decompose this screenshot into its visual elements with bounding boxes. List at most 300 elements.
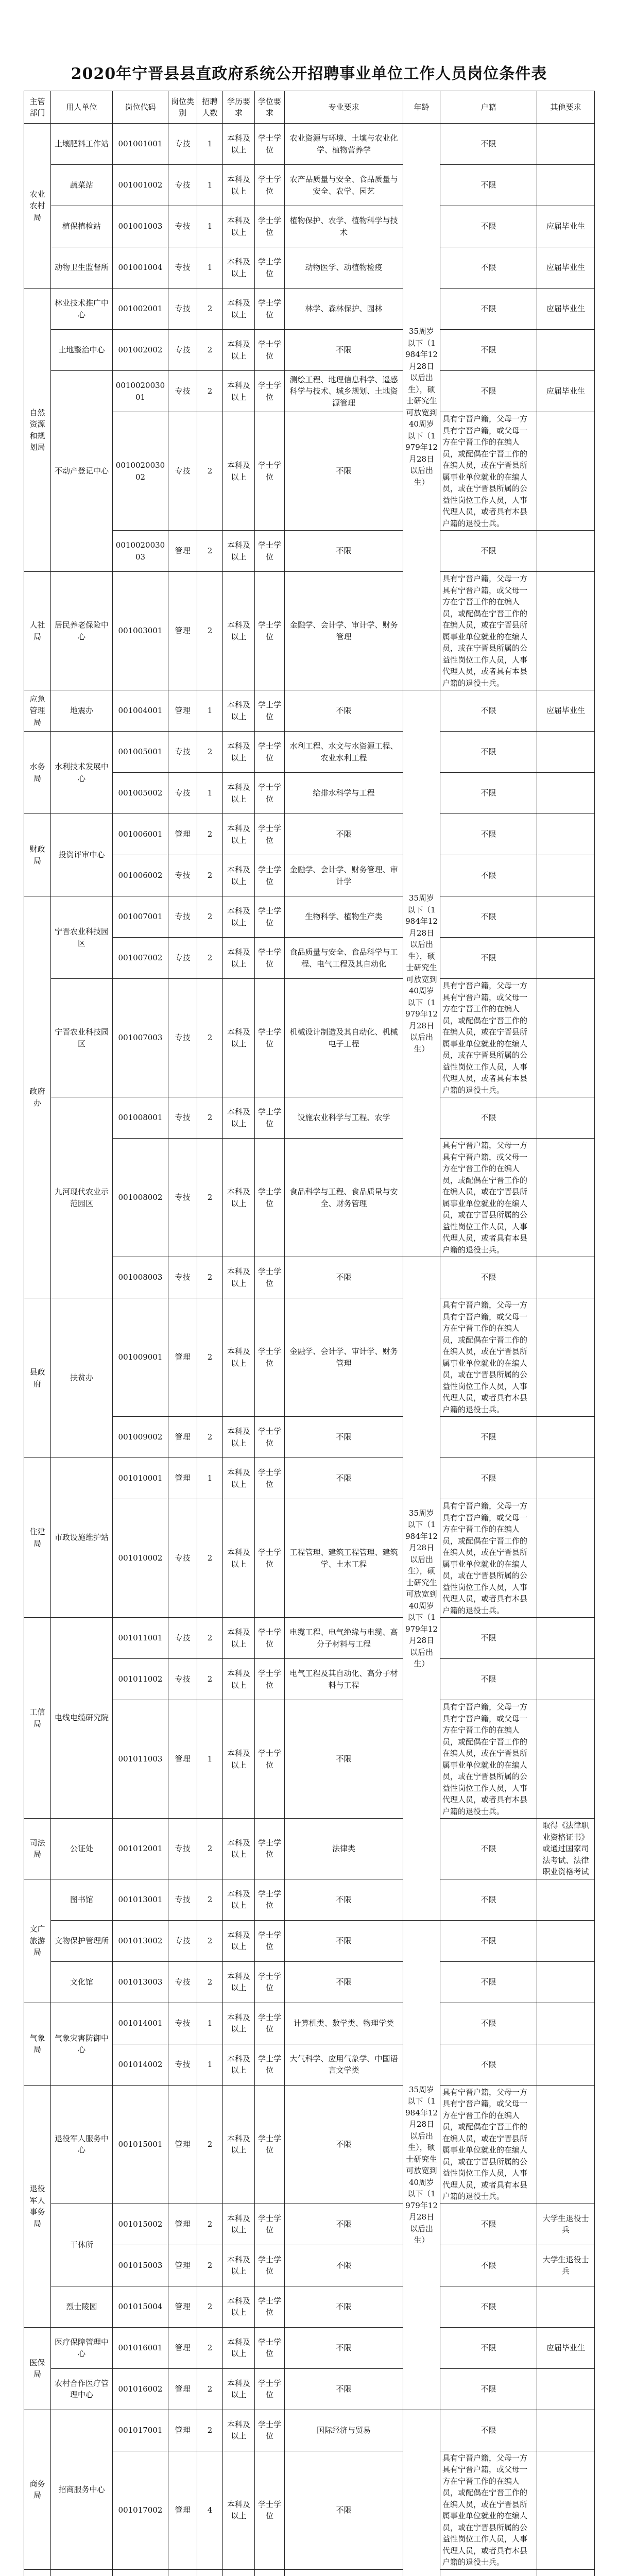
hukou-cell: 不限 xyxy=(440,371,537,412)
major-cell: 给排水科学与工程 xyxy=(285,773,403,814)
table-row xyxy=(24,1920,595,1961)
unit-cell: 市政设施维护站 xyxy=(51,1458,113,1618)
type-cell: 专技 xyxy=(168,896,197,938)
other-cell: 取得《法律职业资格证书》或通过国家司法考试、法律职业资格考试 xyxy=(537,1819,595,1879)
unit-cell: 扶贫办 xyxy=(51,1298,113,1458)
type-cell: 管理 xyxy=(168,2245,197,2286)
hukou-cell: 不限 xyxy=(440,855,537,896)
hukou-cell: 具有宁晋户籍，父母一方具有宁晋户籍，或父母一方在宁晋工作的在编人员，或配偶在宁晋工作的在编人员，或在宁晋县所属事业单位就业的在编人员，或在宁晋县所属的公益性岗位工作人员，人事代理人员，或者具有本县户籍的退役士兵。 xyxy=(440,572,537,690)
dept-cell: 商务局 xyxy=(24,2410,51,2569)
hukou-cell: 不限 xyxy=(440,2410,537,2451)
degree-cell: 学士学位 xyxy=(255,732,285,773)
edu-cell: 本科及以上 xyxy=(223,1257,255,1298)
dept-cell: 司法局 xyxy=(24,1819,51,1879)
hukou-cell: 不限 xyxy=(440,2003,537,2044)
unit-cell: 宁晋农业科技园区 xyxy=(51,979,113,1097)
other-cell xyxy=(537,1879,595,1920)
major-cell: 不限 xyxy=(285,1961,403,2003)
other-cell xyxy=(537,1920,595,1961)
table-row xyxy=(24,2003,595,2044)
edu-cell: 本科及以上 xyxy=(223,124,255,165)
hukou-cell: 具有宁晋户籍，父母一方具有宁晋户籍，或父母一方在宁晋工作的在编人员，或配偶在宁晋工作的在编人员，或在宁晋县所属事业单位就业的在编人员，或在宁晋县所属的公益性岗位工作人员，人事代理人员，或者具有本县户籍的退役士兵。 xyxy=(440,1499,537,1618)
count-cell: 2 xyxy=(197,2245,223,2286)
code-cell: 001002003003 xyxy=(113,531,168,572)
code-cell: 001011002 xyxy=(113,1659,168,1700)
other-cell xyxy=(537,1417,595,1458)
major-cell: 金融学、会计学、财务管理、审计学 xyxy=(285,855,403,896)
edu-cell: 本科及以上 xyxy=(223,1659,255,1700)
code-cell: 001007002 xyxy=(113,938,168,979)
unit-cell: 公证处 xyxy=(51,1819,113,1879)
edu-cell: 本科及以上 xyxy=(223,412,255,531)
major-cell: 电缆工程、电气绝缘与电缆、高分子材料与工程 xyxy=(285,1618,403,1659)
type-cell: 专技 xyxy=(168,1879,197,1920)
edu-cell: 本科及以上 xyxy=(223,1819,255,1879)
degree-cell: 学士学位 xyxy=(255,2245,285,2286)
major-cell: 不限 xyxy=(285,1257,403,1298)
major-cell: 农业资源与环境、土壤与农业化学、植物营养学 xyxy=(285,124,403,165)
table-row xyxy=(24,1298,595,1417)
unit-cell: 林业技术推广中心 xyxy=(51,289,113,330)
code-cell: 001008003 xyxy=(113,1257,168,1298)
code-cell: 001009001 xyxy=(113,1298,168,1417)
dept-cell: 水务局 xyxy=(24,732,51,814)
code-cell: 001005001 xyxy=(113,732,168,773)
count-cell: 2 xyxy=(197,2204,223,2245)
hukou-cell: 不限 xyxy=(440,165,537,206)
edu-cell: 本科及以上 xyxy=(223,1097,255,1139)
degree-cell: 学士学位 xyxy=(255,896,285,938)
degree-cell: 学士学位 xyxy=(255,1819,285,1879)
major-cell: 金融学、会计学、审计学、财务管理 xyxy=(285,1298,403,1417)
hukou-cell: 不限 xyxy=(440,1961,537,2003)
edu-cell: 本科及以上 xyxy=(223,2003,255,2044)
table-row xyxy=(24,124,595,165)
other-cell xyxy=(537,165,595,206)
degree-cell: 学士学位 xyxy=(255,289,285,330)
edu-cell: 本科及以上 xyxy=(223,2368,255,2410)
table-row xyxy=(24,165,595,206)
code-cell: 001014002 xyxy=(113,2044,168,2085)
edu-cell: 本科及以上 xyxy=(223,289,255,330)
major-cell: 法律类 xyxy=(285,1819,403,1879)
code-cell: 001016001 xyxy=(113,2327,168,2368)
page-title: 2020年宁晋县县直政府系统公开招聘事业单位工作人员岗位条件表 xyxy=(71,65,547,83)
other-cell xyxy=(537,1458,595,1499)
hukou-cell: 不限 xyxy=(440,1417,537,1458)
other-cell: 大学生退役士兵 xyxy=(537,2245,595,2286)
edu-cell: 本科及以上 xyxy=(223,2410,255,2451)
degree-cell: 学士学位 xyxy=(255,1499,285,1618)
header-cell: 专业要求 xyxy=(285,91,403,124)
type-cell: 专技 xyxy=(168,1139,197,1257)
hukou-cell: 具有宁晋户籍，父母一方具有宁晋户籍，或父母一方在宁晋工作的在编人员，或配偶在宁晋工作的在编人员，或在宁晋县所属事业单位就业的在编人员，或在宁晋县所属的公益性岗位工作人员，人事代理人员，或者具有本县户籍的退役士兵。 xyxy=(440,1700,537,1819)
count-cell: 2 xyxy=(197,1618,223,1659)
table-row xyxy=(24,2410,595,2451)
table-row xyxy=(24,814,595,855)
code-cell: 001004001 xyxy=(113,690,168,732)
other-cell xyxy=(537,938,595,979)
dept-cell: 人社局 xyxy=(24,572,51,690)
major-cell: 设施农业科学与工程、农学 xyxy=(285,1097,403,1139)
table-row xyxy=(24,206,595,247)
other-cell xyxy=(537,412,595,531)
hukou-cell: 不限 xyxy=(440,1097,537,1139)
edu-cell: 本科及以上 xyxy=(223,1618,255,1659)
other-cell xyxy=(537,1618,595,1659)
edu-cell: 本科及以上 xyxy=(223,2085,255,2204)
degree-cell: 学士学位 xyxy=(255,2368,285,2410)
code-cell: 001008001 xyxy=(113,1097,168,1139)
other-cell xyxy=(537,2044,595,2085)
degree-cell: 学士学位 xyxy=(255,206,285,247)
count-cell: 2 xyxy=(197,732,223,773)
age-cell: 35周岁以下（1984年12月28日以后出生），硕士研究生可放宽到40周岁以下（1979年12月28日以后出生） xyxy=(403,1920,440,2410)
type-cell xyxy=(168,2569,197,2576)
code-cell: 001015002 xyxy=(113,2204,168,2245)
major-cell xyxy=(285,2569,403,2576)
count-cell: 1 xyxy=(197,690,223,732)
other-cell: 应届毕业生 xyxy=(537,2327,595,2368)
hukou-cell: 具有宁晋户籍，父母一方具有宁晋户籍，或父母一方在宁晋工作的在编人员，或配偶在宁晋工作的在编人员，或在宁晋县所属事业单位就业的在编人员，或在宁晋县所属的公益性岗位工作人员，人事代理人员，或者具有本县户籍的退役士兵。 xyxy=(440,1298,537,1417)
major-cell: 不限 xyxy=(285,1920,403,1961)
edu-cell: 本科及以上 xyxy=(223,371,255,412)
major-cell: 生物科学、植物生产类 xyxy=(285,896,403,938)
unit-cell: 土壤肥料工作站 xyxy=(51,124,113,165)
count-cell: 2 xyxy=(197,330,223,371)
edu-cell: 本科及以上 xyxy=(223,1920,255,1961)
count-cell: 2 xyxy=(197,1879,223,1920)
table-row xyxy=(24,1097,595,1139)
dept-cell: 农业农村局 xyxy=(24,124,51,289)
count-cell: 2 xyxy=(197,572,223,690)
table-row xyxy=(24,2569,595,2576)
unit-cell: 植保植检站 xyxy=(51,206,113,247)
count-cell: 2 xyxy=(197,531,223,572)
other-cell: 应届毕业生 xyxy=(537,289,595,330)
unit-cell: 土地整治中心 xyxy=(51,330,113,371)
header-row xyxy=(24,91,595,124)
table-row xyxy=(24,2204,595,2245)
type-cell: 专技 xyxy=(168,1659,197,1700)
hukou-cell: 不限 xyxy=(440,2245,537,2286)
count-cell: 1 xyxy=(197,1700,223,1819)
other-cell xyxy=(537,2569,595,2576)
major-cell: 水利工程、水文与水资源工程、农业水利工程 xyxy=(285,732,403,773)
degree-cell: 学士学位 xyxy=(255,2410,285,2451)
type-cell: 管理 xyxy=(168,572,197,690)
code-cell: 001003001 xyxy=(113,572,168,690)
table-row xyxy=(24,1819,595,1879)
degree-cell: 学士学位 xyxy=(255,814,285,855)
edu-cell: 本科及以上 xyxy=(223,814,255,855)
table-row xyxy=(24,1961,595,2003)
type-cell: 管理 xyxy=(168,1458,197,1499)
edu-cell: 本科及以上 xyxy=(223,2245,255,2286)
hukou-cell: 不限 xyxy=(440,1618,537,1659)
degree-cell: 学士学位 xyxy=(255,371,285,412)
major-cell: 不限 xyxy=(285,412,403,531)
other-cell xyxy=(537,1298,595,1417)
hukou-cell: 不限 xyxy=(440,330,537,371)
type-cell: 管理 xyxy=(168,814,197,855)
hukou-cell: 不限 xyxy=(440,773,537,814)
code-cell: 001013001 xyxy=(113,1879,168,1920)
type-cell: 专技 xyxy=(168,979,197,1097)
header-cell: 户籍 xyxy=(440,91,537,124)
count-cell: 2 xyxy=(197,2327,223,2368)
hukou-cell: 具有宁晋户籍，父母一方具有宁晋户籍，或父母一方在宁晋工作的在编人员，或配偶在宁晋工作的在编人员，或在宁晋县所属事业单位就业的在编人员，或在宁晋县所属的公益性岗位工作人员，人事代理人员，或者具有本县户籍的退役士兵。 xyxy=(440,412,537,531)
hukou-cell: 不限 xyxy=(440,1920,537,1961)
hukou-cell: 不限 xyxy=(440,1458,537,1499)
type-cell: 专技 xyxy=(168,773,197,814)
hukou-cell: 具有宁晋户籍，父母一方具有宁晋户籍，或父母一方在宁晋工作的在编人员，或配偶在宁晋工作的在编人员，或在宁晋县所属事业单位就业的在编人员，或在宁晋县所属的公益性岗位工作人员，人事代理人员，或者具有本县户籍的退役士兵。 xyxy=(440,1139,537,1257)
hukou-cell: 不限 xyxy=(440,690,537,732)
other-cell xyxy=(537,2003,595,2044)
hukou-cell: 不限 xyxy=(440,814,537,855)
degree-cell: 学士学位 xyxy=(255,412,285,531)
count-cell: 2 xyxy=(197,412,223,531)
unit-cell: 投资评审中心 xyxy=(51,814,113,896)
count-cell: 2 xyxy=(197,1659,223,1700)
major-cell: 不限 xyxy=(285,2204,403,2245)
edu-cell: 本科及以上 xyxy=(223,572,255,690)
table-row xyxy=(24,2286,595,2327)
major-cell: 农产品质量与安全、食品质量与安全、农学、园艺 xyxy=(285,165,403,206)
unit-cell: 文物保护管理所 xyxy=(51,1920,113,1961)
count-cell: 2 xyxy=(197,1920,223,1961)
degree-cell: 学士学位 xyxy=(255,1298,285,1417)
other-cell: 应届毕业生 xyxy=(537,371,595,412)
unit-cell: 气象灾害防御中心 xyxy=(51,2003,113,2085)
degree-cell: 学士学位 xyxy=(255,2327,285,2368)
count-cell: 2 xyxy=(197,855,223,896)
degree-cell: 学士学位 xyxy=(255,1700,285,1819)
edu-cell: 本科及以上 xyxy=(223,773,255,814)
major-cell: 不限 xyxy=(285,1879,403,1920)
major-cell: 不限 xyxy=(285,1458,403,1499)
hukou-cell: 不限 xyxy=(440,124,537,165)
code-cell: 001017001 xyxy=(113,2410,168,2451)
degree-cell: 学士学位 xyxy=(255,1097,285,1139)
type-cell: 专技 xyxy=(168,289,197,330)
table-row xyxy=(24,247,595,289)
hukou-cell: 不限 xyxy=(440,1659,537,1700)
other-cell xyxy=(537,2451,595,2569)
major-cell: 不限 xyxy=(285,330,403,371)
code-cell: 001017002 xyxy=(113,2451,168,2569)
unit-cell: 农村合作医疗管理中心 xyxy=(51,2368,113,2410)
degree-cell: 学士学位 xyxy=(255,1920,285,1961)
degree-cell: 学士学位 xyxy=(255,165,285,206)
other-cell: 大学生退役士兵 xyxy=(537,2204,595,2245)
major-cell: 国际经济与贸易 xyxy=(285,2410,403,2451)
count-cell xyxy=(197,2569,223,2576)
type-cell: 专技 xyxy=(168,1097,197,1139)
code-cell: 001013002 xyxy=(113,1920,168,1961)
degree-cell: 学士学位 xyxy=(255,773,285,814)
degree-cell: 学士学位 xyxy=(255,1618,285,1659)
code-cell xyxy=(113,2569,168,2576)
table-row xyxy=(24,1879,595,1920)
dept-cell: 县政府 xyxy=(24,1298,51,1458)
degree-cell: 学士学位 xyxy=(255,690,285,732)
hukou-cell: 不限 xyxy=(440,2327,537,2368)
hukou-cell: 不限 xyxy=(440,289,537,330)
code-cell: 001009002 xyxy=(113,1417,168,1458)
type-cell: 管理 xyxy=(168,2451,197,2569)
header-cell: 岗位代码 xyxy=(113,91,168,124)
other-cell xyxy=(537,773,595,814)
table-row xyxy=(24,2368,595,2410)
degree-cell: 学士学位 xyxy=(255,1961,285,2003)
table-row xyxy=(24,732,595,773)
degree-cell xyxy=(255,2569,285,2576)
other-cell xyxy=(537,2368,595,2410)
code-cell: 001012001 xyxy=(113,1819,168,1879)
header-cell: 其他要求 xyxy=(537,91,595,124)
type-cell: 管理 xyxy=(168,2286,197,2327)
count-cell: 2 xyxy=(197,979,223,1097)
table-row xyxy=(24,979,595,1097)
code-cell: 001002002 xyxy=(113,330,168,371)
major-cell: 金融学、会计学、审计学、财务管理 xyxy=(285,572,403,690)
count-cell: 4 xyxy=(197,2451,223,2569)
count-cell: 1 xyxy=(197,206,223,247)
edu-cell xyxy=(223,2569,255,2576)
code-cell: 001011001 xyxy=(113,1618,168,1659)
type-cell: 专技 xyxy=(168,124,197,165)
degree-cell: 学士学位 xyxy=(255,2451,285,2569)
hukou-cell: 不限 xyxy=(440,247,537,289)
major-cell: 植物保护、农学、植物科学与技术 xyxy=(285,206,403,247)
table-row xyxy=(24,289,595,330)
type-cell: 专技 xyxy=(168,247,197,289)
count-cell: 2 xyxy=(197,289,223,330)
code-cell: 001013003 xyxy=(113,1961,168,2003)
code-cell: 001005002 xyxy=(113,773,168,814)
age-cell: 35周岁以下（1984年12月28日以后出生），硕士研究生可放宽到40周岁以下（1979年12月28日以后出生） xyxy=(403,1257,440,1921)
count-cell: 2 xyxy=(197,2085,223,2204)
degree-cell: 学士学位 xyxy=(255,247,285,289)
type-cell: 专技 xyxy=(168,165,197,206)
degree-cell: 学士学位 xyxy=(255,2204,285,2245)
table-row xyxy=(24,2327,595,2368)
edu-cell: 本科及以上 xyxy=(223,2044,255,2085)
other-cell xyxy=(537,1257,595,1298)
edu-cell: 本科及以上 xyxy=(223,1879,255,1920)
other-cell xyxy=(537,330,595,371)
hukou-cell: 具有宁晋户籍，父母一方具有宁晋户籍，或父母一方在宁晋工作的在编人员，或配偶在宁晋工作的在编人员，或在宁晋县所属事业单位就业的在编人员，或在宁晋县所属的公益性岗位工作人员，人事代理人员，或者具有本县户籍的退役士兵。 xyxy=(440,979,537,1097)
count-cell: 1 xyxy=(197,2003,223,2044)
type-cell: 专技 xyxy=(168,2044,197,2085)
code-cell: 001010001 xyxy=(113,1458,168,1499)
dept-cell: 住建局 xyxy=(24,1458,51,1618)
unit-cell: 蔬菜站 xyxy=(51,165,113,206)
hukou-cell: 不限 xyxy=(440,1879,537,1920)
header-cell: 年龄 xyxy=(403,91,440,124)
hukou-cell: 不限 xyxy=(440,896,537,938)
count-cell: 1 xyxy=(197,165,223,206)
count-cell: 2 xyxy=(197,1298,223,1417)
hukou-cell: 具有宁晋户籍，父母一方具有宁晋户籍，或父母一方在宁晋工作的在编人员，或配偶在宁晋工作的在编人员，或在宁晋县所属事业单位就业的在编人员，或在宁晋县所属的公益性岗位工作人员，人事代理人员，或者具有本县户籍的退役士兵。 xyxy=(440,2085,537,2204)
degree-cell: 学士学位 xyxy=(255,124,285,165)
major-cell: 食品质量与安全、食品科学与工程、电气工程及其自动化 xyxy=(285,938,403,979)
type-cell: 管理 xyxy=(168,531,197,572)
major-cell: 不限 xyxy=(285,1417,403,1458)
other-cell xyxy=(537,2085,595,2204)
code-cell: 001014001 xyxy=(113,2003,168,2044)
major-cell: 不限 xyxy=(285,2286,403,2327)
degree-cell: 学士学位 xyxy=(255,1659,285,1700)
other-cell xyxy=(537,1961,595,2003)
table-row xyxy=(24,371,595,412)
count-cell: 2 xyxy=(197,1257,223,1298)
code-cell: 001001003 xyxy=(113,206,168,247)
code-cell: 001015003 xyxy=(113,2245,168,2286)
other-cell xyxy=(537,2410,595,2451)
edu-cell: 本科及以上 xyxy=(223,531,255,572)
count-cell: 2 xyxy=(197,371,223,412)
major-cell: 计算机类、数学类、物理学类 xyxy=(285,2003,403,2044)
degree-cell: 学士学位 xyxy=(255,1879,285,1920)
type-cell: 管理 xyxy=(168,2410,197,2451)
other-cell xyxy=(537,896,595,938)
major-cell: 不限 xyxy=(285,2085,403,2204)
code-cell: 001006001 xyxy=(113,814,168,855)
other-cell xyxy=(537,531,595,572)
count-cell: 2 xyxy=(197,814,223,855)
recruitment-table xyxy=(24,91,595,2576)
other-cell: 应届毕业生 xyxy=(537,247,595,289)
other-cell xyxy=(537,1659,595,1700)
age-cell xyxy=(403,2410,440,2576)
dept-cell: 自然资源和规划局 xyxy=(24,289,51,572)
count-cell: 1 xyxy=(197,2044,223,2085)
dept-cell: 财政局 xyxy=(24,814,51,896)
dept-cell: 医保局 xyxy=(24,2327,51,2410)
edu-cell: 本科及以上 xyxy=(223,2327,255,2368)
unit-cell: 退役军人服务中心 xyxy=(51,2085,113,2204)
count-cell: 1 xyxy=(197,773,223,814)
type-cell: 专技 xyxy=(168,1257,197,1298)
edu-cell: 本科及以上 xyxy=(223,1961,255,2003)
hukou-cell: 不限 xyxy=(440,2044,537,2085)
dept-cell xyxy=(24,2569,51,2576)
hukou-cell xyxy=(440,2569,537,2576)
type-cell: 专技 xyxy=(168,412,197,531)
edu-cell: 本科及以上 xyxy=(223,979,255,1097)
major-cell: 林学、森林保护、园林 xyxy=(285,289,403,330)
degree-cell: 学士学位 xyxy=(255,2085,285,2204)
edu-cell: 本科及以上 xyxy=(223,690,255,732)
other-cell xyxy=(537,2286,595,2327)
code-cell: 001015004 xyxy=(113,2286,168,2327)
header-cell: 学历要求 xyxy=(223,91,255,124)
edu-cell: 本科及以上 xyxy=(223,2204,255,2245)
code-cell: 001008002 xyxy=(113,1139,168,1257)
hukou-cell: 不限 xyxy=(440,1257,537,1298)
unit-cell: 水利技术发展中心 xyxy=(51,732,113,814)
major-cell: 电气工程及其自动化、高分子材料与工程 xyxy=(285,1659,403,1700)
other-cell xyxy=(537,572,595,690)
count-cell: 1 xyxy=(197,124,223,165)
age-cell: 35周岁以下（1984年12月28日以后出生），硕士研究生可放宽到40周岁以下（1979年12月28日以后出生） xyxy=(403,690,440,1257)
degree-cell: 学士学位 xyxy=(255,938,285,979)
other-cell xyxy=(537,1097,595,1139)
type-cell: 专技 xyxy=(168,855,197,896)
major-cell: 不限 xyxy=(285,2368,403,2410)
